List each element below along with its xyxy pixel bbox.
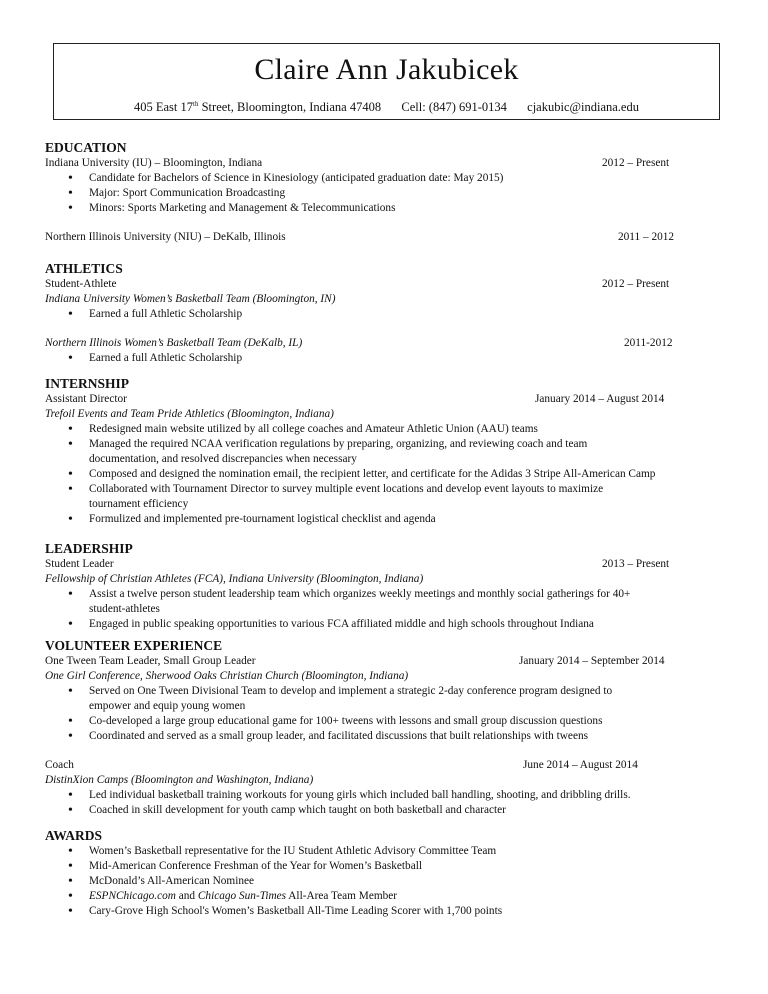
list-item: • Formulized and implemented pre-tournament logistical checklist and agenda <box>45 512 725 527</box>
section-title-education: EDUCATION <box>45 140 127 155</box>
internship-role-row <box>45 392 725 407</box>
dates-iu: 2012 – Present <box>602 157 670 169</box>
list-item: • Redesigned main website utilized by all college coaches and Amateur Athletic Union (AAU) teams <box>45 422 725 437</box>
list-item: • Co-developed a large group educational game for 100+ tweens with lessons and small group discussion questions <box>45 714 725 729</box>
address-end: Street, Bloomington, Indiana 47408 <box>198 100 382 114</box>
leadership-role: Student Leader <box>45 558 114 570</box>
list-item: • Minors: Sports Marketing and Management & Telecommunications <box>45 201 725 216</box>
athletics-role-row <box>45 277 725 292</box>
awards-list <box>45 844 725 919</box>
list-item: • Served on One Tween Divisional Team to develop and implement a strategic 2-day conference program designed to <box>45 684 725 699</box>
internship-dates: January 2014 – August 2014 <box>535 393 665 405</box>
header-box <box>53 43 720 120</box>
internship-org: Trefoil Events and Team Pride Athletics (Bloomington, Indiana) <box>45 408 334 420</box>
volunteer-role-row-1 <box>45 654 725 669</box>
athletics-niu-bullets <box>45 351 725 366</box>
leadership-dates: 2013 – Present <box>602 558 670 570</box>
education-entry-niu <box>45 230 725 245</box>
list-item: • Women’s Basketball representative for the IU Student Athletic Advisory Committee Team <box>45 844 725 859</box>
list-item <box>45 889 725 904</box>
athletics-team-niu: Northern Illinois Women’s Basketball Team (DeKalb, IL) <box>45 337 303 349</box>
list-item: student-athletes <box>89 603 160 615</box>
volunteer-bullets-2 <box>45 788 725 818</box>
list-item: documentation, and resolved discrepancies when necessary <box>89 453 357 465</box>
list-item: • Collaborated with Tournament Director to survey multiple event locations and develop event layouts to maximize <box>45 482 725 497</box>
dates-niu: 2011 – 2012 <box>618 231 675 243</box>
list-item: • Assist a twelve person student leadership team which organizes weekly meetings and monthly social gatherings for 40+ <box>45 587 725 602</box>
list-item: • Earned a full Athletic Scholarship <box>45 351 725 366</box>
athletics-role: Student-Athlete <box>45 278 117 290</box>
list-item: empower and equip young women <box>89 700 246 712</box>
athletics-iu-bullets <box>45 307 725 322</box>
athletics-team-iu: Indiana University Women’s Basketball Team (Bloomington, IN) <box>45 293 336 305</box>
volunteer-role-1: One Tween Team Leader, Small Group Leader <box>45 655 256 667</box>
section-title-internship: INTERNSHIP <box>45 376 130 391</box>
section-title-athletics: ATHLETICS <box>45 261 123 276</box>
education-entry-iu <box>45 156 725 171</box>
all-area-text: All-Area Team Member <box>286 890 398 902</box>
and-text: and <box>175 890 198 902</box>
section-title-volunteer: VOLUNTEER EXPERIENCE <box>45 638 223 653</box>
volunteer-dates-1: January 2014 – September 2014 <box>519 655 665 667</box>
address-start: 405 East 17 <box>134 100 194 114</box>
list-item: • Coached in skill development for youth camp which taught on both basketball and character <box>45 803 725 818</box>
list-item: • Led individual basketball training workouts for young girls which included ball handling, shooting, and dribbling drills. <box>45 788 725 803</box>
volunteer-org-2: DistinXion Camps (Bloomington and Washington, Indiana) <box>45 774 314 786</box>
leadership-org: Fellowship of Christian Athletes (FCA), Indiana University (Bloomington, Indiana) <box>45 573 424 585</box>
internship-role: Assistant Director <box>45 393 127 405</box>
address <box>134 100 381 114</box>
list-item: • Engaged in public speaking opportunities to various FCA affiliated middle and high schools throughout Indiana <box>45 617 725 632</box>
list-item: • Cary-Grove High School's Women’s Basketball All-Time Leading Scorer with 1,700 points <box>45 904 725 919</box>
contact-line <box>54 96 719 115</box>
volunteer-org-1: One Girl Conference, Sherwood Oaks Christian Church (Bloomington, Indiana) <box>45 670 409 682</box>
list-item: • Coordinated and served as a small group leader, and facilitated discussions that built relationships with tweens <box>45 729 725 744</box>
list-item: tournament efficiency <box>89 498 189 510</box>
athletics-dates-iu: 2012 – Present <box>602 278 670 290</box>
volunteer-role-row-2 <box>45 758 725 773</box>
list-item: • Candidate for Bachelors of Science in Kinesiology (anticipated graduation date: May 2015) <box>45 171 725 186</box>
resume-content <box>45 140 725 919</box>
address-ordinal: th <box>193 100 199 108</box>
education-iu-bullets <box>45 171 725 216</box>
section-title-awards: AWARDS <box>45 828 103 843</box>
section-title-leadership: LEADERSHIP <box>45 541 133 556</box>
school-niu: Northern Illinois University (NIU) – DeKalb, Illinois <box>45 231 286 243</box>
leadership-role-row <box>45 557 725 572</box>
volunteer-dates-2: June 2014 – August 2014 <box>523 759 638 771</box>
list-item: • McDonald’s All-American Nominee <box>45 874 725 889</box>
cell-phone: Cell: (847) 691-0134 <box>401 100 507 114</box>
school-iu: Indiana University (IU) – Bloomington, Indiana <box>45 157 263 169</box>
internship-bullets <box>45 422 725 527</box>
list-item: • Earned a full Athletic Scholarship <box>45 307 725 322</box>
espn-chicago: ESPNChicago.com <box>89 890 176 902</box>
list-item: • Major: Sport Communication Broadcasting <box>45 186 725 201</box>
volunteer-role-2: Coach <box>45 759 74 771</box>
athletics-dates-niu: 2011-2012 <box>624 337 673 349</box>
full-name: Claire Ann Jakubicek <box>254 53 519 86</box>
list-item: • Mid-American Conference Freshman of the Year for Women’s Basketball <box>45 859 725 874</box>
email: cjakubic@indiana.edu <box>527 100 639 114</box>
sun-times: Chicago Sun-Times <box>197 890 287 902</box>
athletics-team-niu-row <box>45 336 725 351</box>
leadership-bullets <box>45 587 725 632</box>
list-item: • Composed and designed the nomination email, the recipient letter, and certificate for the Adidas 3 Stripe All-American Camp <box>45 467 725 482</box>
volunteer-bullets-1 <box>45 684 725 744</box>
list-item: • Managed the required NCAA verification regulations by preparing, organizing, and reviewing coach and team <box>45 437 725 452</box>
